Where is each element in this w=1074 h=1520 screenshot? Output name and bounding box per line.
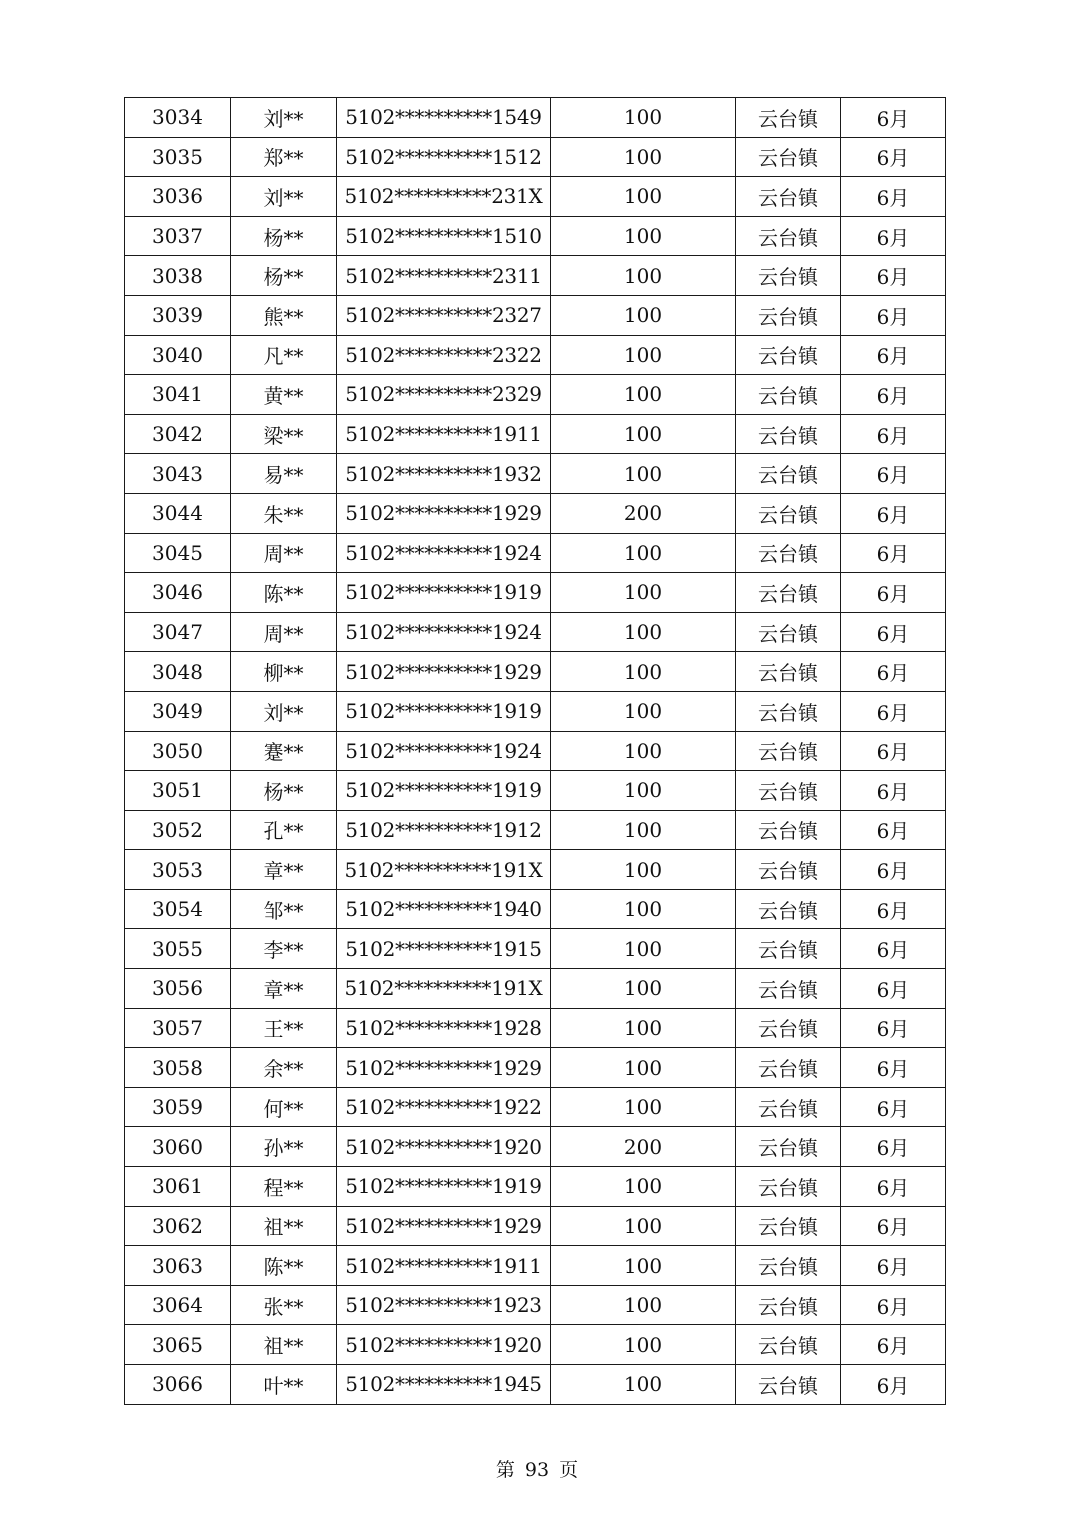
cell-town: 云台镇 — [736, 454, 841, 494]
cell-amount: 100 — [551, 771, 736, 811]
cell-town: 云台镇 — [736, 1285, 841, 1325]
cell-month: 6月 — [841, 1167, 946, 1207]
cell-row-number: 3061 — [125, 1167, 231, 1207]
cell-masked-name: 朱** — [231, 493, 337, 533]
table-row — [125, 375, 946, 415]
cell-row-number: 3052 — [125, 810, 231, 850]
cell-row-number: 3054 — [125, 889, 231, 929]
cell-masked-id-number: 5102**********2311 — [337, 256, 551, 296]
cell-row-number: 3035 — [125, 137, 231, 177]
cell-town: 云台镇 — [736, 573, 841, 613]
cell-masked-name: 孔** — [231, 810, 337, 850]
cell-masked-id-number: 5102**********2329 — [337, 375, 551, 415]
table-row — [125, 771, 946, 811]
cell-amount: 100 — [551, 889, 736, 929]
cell-town: 云台镇 — [736, 652, 841, 692]
cell-row-number: 3044 — [125, 493, 231, 533]
cell-town: 云台镇 — [736, 137, 841, 177]
cell-masked-name: 周** — [231, 533, 337, 573]
cell-row-number: 3060 — [125, 1127, 231, 1167]
cell-amount: 200 — [551, 493, 736, 533]
cell-amount: 100 — [551, 375, 736, 415]
cell-row-number: 3051 — [125, 771, 231, 811]
cell-masked-name: 杨** — [231, 256, 337, 296]
cell-masked-name: 蹇** — [231, 731, 337, 771]
cell-town: 云台镇 — [736, 1365, 841, 1405]
cell-row-number: 3065 — [125, 1325, 231, 1365]
cell-masked-name: 王** — [231, 1008, 337, 1048]
cell-row-number: 3053 — [125, 850, 231, 890]
cell-month: 6月 — [841, 216, 946, 256]
cell-town: 云台镇 — [736, 1167, 841, 1207]
cell-masked-name: 余** — [231, 1048, 337, 1088]
cell-town: 云台镇 — [736, 533, 841, 573]
cell-town: 云台镇 — [736, 1087, 841, 1127]
cell-amount: 100 — [551, 691, 736, 731]
cell-masked-id-number: 5102**********1919 — [337, 691, 551, 731]
cell-month: 6月 — [841, 177, 946, 217]
table-row — [125, 1127, 946, 1167]
table-row — [125, 612, 946, 652]
cell-masked-id-number: 5102**********1915 — [337, 929, 551, 969]
cell-month: 6月 — [841, 1365, 946, 1405]
cell-town: 云台镇 — [736, 1206, 841, 1246]
cell-amount: 100 — [551, 1365, 736, 1405]
cell-amount: 100 — [551, 810, 736, 850]
cell-town: 云台镇 — [736, 375, 841, 415]
table-body — [125, 98, 946, 1405]
cell-masked-name: 陈** — [231, 1246, 337, 1286]
cell-month: 6月 — [841, 652, 946, 692]
cell-row-number: 3042 — [125, 414, 231, 454]
cell-row-number: 3063 — [125, 1246, 231, 1286]
table-row — [125, 98, 946, 138]
cell-masked-id-number: 5102**********1940 — [337, 889, 551, 929]
cell-masked-name: 叶** — [231, 1365, 337, 1405]
cell-masked-name: 邹** — [231, 889, 337, 929]
cell-masked-id-number: 5102**********191X — [337, 850, 551, 890]
cell-town: 云台镇 — [736, 969, 841, 1009]
page-label-prefix: 第 — [495, 1459, 515, 1481]
cell-masked-id-number: 5102**********1922 — [337, 1087, 551, 1127]
cell-masked-name: 杨** — [231, 771, 337, 811]
cell-masked-id-number: 5102**********1932 — [337, 454, 551, 494]
cell-town: 云台镇 — [736, 810, 841, 850]
cell-amount: 100 — [551, 652, 736, 692]
cell-amount: 100 — [551, 533, 736, 573]
table-row — [125, 1048, 946, 1088]
cell-masked-id-number: 5102**********1924 — [337, 533, 551, 573]
table-row — [125, 1325, 946, 1365]
cell-month: 6月 — [841, 256, 946, 296]
cell-month: 6月 — [841, 612, 946, 652]
cell-masked-name: 周** — [231, 612, 337, 652]
cell-masked-id-number: 5102**********1929 — [337, 1048, 551, 1088]
cell-masked-id-number: 5102**********1924 — [337, 612, 551, 652]
table-row — [125, 929, 946, 969]
table-row — [125, 295, 946, 335]
cell-masked-name: 刘** — [231, 98, 337, 138]
table-row — [125, 256, 946, 296]
cell-month: 6月 — [841, 810, 946, 850]
cell-masked-name: 郑** — [231, 137, 337, 177]
cell-masked-id-number: 5102**********1549 — [337, 98, 551, 138]
cell-amount: 100 — [551, 454, 736, 494]
cell-month: 6月 — [841, 375, 946, 415]
table-row — [125, 1246, 946, 1286]
cell-masked-id-number: 5102**********1510 — [337, 216, 551, 256]
cell-row-number: 3041 — [125, 375, 231, 415]
cell-masked-name: 祖** — [231, 1206, 337, 1246]
cell-month: 6月 — [841, 335, 946, 375]
cell-month: 6月 — [841, 889, 946, 929]
cell-row-number: 3046 — [125, 573, 231, 613]
cell-masked-id-number: 5102**********1945 — [337, 1365, 551, 1405]
cell-row-number: 3038 — [125, 256, 231, 296]
cell-town: 云台镇 — [736, 1008, 841, 1048]
cell-month: 6月 — [841, 493, 946, 533]
cell-amount: 100 — [551, 612, 736, 652]
cell-town: 云台镇 — [736, 691, 841, 731]
cell-month: 6月 — [841, 850, 946, 890]
cell-amount: 100 — [551, 295, 736, 335]
table-row — [125, 652, 946, 692]
cell-masked-name: 张** — [231, 1285, 337, 1325]
cell-amount: 100 — [551, 1008, 736, 1048]
table-row — [125, 137, 946, 177]
cell-amount: 100 — [551, 1285, 736, 1325]
table-row — [125, 810, 946, 850]
cell-masked-id-number: 5102**********1911 — [337, 414, 551, 454]
cell-amount: 100 — [551, 850, 736, 890]
cell-masked-name: 柳** — [231, 652, 337, 692]
cell-masked-name: 章** — [231, 969, 337, 1009]
cell-town: 云台镇 — [736, 335, 841, 375]
cell-row-number: 3055 — [125, 929, 231, 969]
cell-amount: 100 — [551, 1167, 736, 1207]
cell-amount: 100 — [551, 929, 736, 969]
cell-amount: 100 — [551, 216, 736, 256]
cell-row-number: 3062 — [125, 1206, 231, 1246]
cell-masked-id-number: 5102**********1919 — [337, 1167, 551, 1207]
cell-month: 6月 — [841, 98, 946, 138]
cell-masked-id-number: 5102**********1911 — [337, 1246, 551, 1286]
cell-masked-id-number: 5102**********2327 — [337, 295, 551, 335]
cell-amount: 100 — [551, 1087, 736, 1127]
cell-town: 云台镇 — [736, 216, 841, 256]
cell-amount: 100 — [551, 335, 736, 375]
cell-row-number: 3036 — [125, 177, 231, 217]
table-row — [125, 335, 946, 375]
table-row — [125, 533, 946, 573]
cell-amount: 100 — [551, 1206, 736, 1246]
cell-amount: 200 — [551, 1127, 736, 1167]
cell-month: 6月 — [841, 1048, 946, 1088]
cell-masked-id-number: 5102**********1929 — [337, 652, 551, 692]
cell-masked-name: 程** — [231, 1167, 337, 1207]
cell-month: 6月 — [841, 1087, 946, 1127]
table-row — [125, 493, 946, 533]
cell-masked-name: 梁** — [231, 414, 337, 454]
cell-town: 云台镇 — [736, 929, 841, 969]
cell-row-number: 3048 — [125, 652, 231, 692]
cell-masked-name: 刘** — [231, 691, 337, 731]
cell-masked-id-number: 5102**********2322 — [337, 335, 551, 375]
cell-masked-id-number: 5102**********1912 — [337, 810, 551, 850]
cell-row-number: 3049 — [125, 691, 231, 731]
table-row — [125, 1206, 946, 1246]
table-row — [125, 1008, 946, 1048]
cell-town: 云台镇 — [736, 98, 841, 138]
table-row — [125, 177, 946, 217]
cell-row-number: 3066 — [125, 1365, 231, 1405]
table-row — [125, 889, 946, 929]
cell-amount: 100 — [551, 137, 736, 177]
cell-masked-id-number: 5102**********1919 — [337, 573, 551, 613]
cell-masked-name: 杨** — [231, 216, 337, 256]
cell-row-number: 3037 — [125, 216, 231, 256]
cell-month: 6月 — [841, 137, 946, 177]
cell-row-number: 3047 — [125, 612, 231, 652]
cell-masked-name: 凡** — [231, 335, 337, 375]
cell-masked-name: 李** — [231, 929, 337, 969]
table-row — [125, 1167, 946, 1207]
cell-town: 云台镇 — [736, 1246, 841, 1286]
cell-masked-id-number: 5102**********1920 — [337, 1325, 551, 1365]
subsidy-list-table — [124, 97, 946, 1405]
cell-row-number: 3059 — [125, 1087, 231, 1127]
cell-amount: 100 — [551, 1325, 736, 1365]
cell-town: 云台镇 — [736, 414, 841, 454]
cell-masked-name: 熊** — [231, 295, 337, 335]
cell-town: 云台镇 — [736, 177, 841, 217]
cell-amount: 100 — [551, 969, 736, 1009]
cell-amount: 100 — [551, 177, 736, 217]
cell-masked-id-number: 5102**********1923 — [337, 1285, 551, 1325]
table-row — [125, 414, 946, 454]
cell-month: 6月 — [841, 295, 946, 335]
cell-town: 云台镇 — [736, 493, 841, 533]
table-row — [125, 969, 946, 1009]
table-row — [125, 850, 946, 890]
cell-town: 云台镇 — [736, 731, 841, 771]
cell-amount: 100 — [551, 1048, 736, 1088]
cell-town: 云台镇 — [736, 612, 841, 652]
cell-row-number: 3064 — [125, 1285, 231, 1325]
cell-amount: 100 — [551, 731, 736, 771]
cell-town: 云台镇 — [736, 256, 841, 296]
cell-month: 6月 — [841, 533, 946, 573]
table-row — [125, 573, 946, 613]
table-row — [125, 216, 946, 256]
cell-row-number: 3043 — [125, 454, 231, 494]
cell-row-number: 3050 — [125, 731, 231, 771]
page-label-suffix: 页 — [559, 1459, 579, 1481]
table-row — [125, 454, 946, 494]
cell-masked-id-number: 5102**********1929 — [337, 1206, 551, 1246]
cell-month: 6月 — [841, 929, 946, 969]
cell-masked-name: 易** — [231, 454, 337, 494]
cell-month: 6月 — [841, 1285, 946, 1325]
cell-masked-name: 祖** — [231, 1325, 337, 1365]
cell-masked-name: 陈** — [231, 573, 337, 613]
cell-month: 6月 — [841, 969, 946, 1009]
cell-masked-id-number: 5102**********1920 — [337, 1127, 551, 1167]
page-footer — [0, 1455, 1074, 1482]
cell-masked-id-number: 5102**********1929 — [337, 493, 551, 533]
cell-masked-name: 章** — [231, 850, 337, 890]
cell-month: 6月 — [841, 1127, 946, 1167]
cell-masked-name: 刘** — [231, 177, 337, 217]
cell-masked-name: 何** — [231, 1087, 337, 1127]
cell-amount: 100 — [551, 573, 736, 613]
cell-town: 云台镇 — [736, 1048, 841, 1088]
cell-town: 云台镇 — [736, 889, 841, 929]
cell-row-number: 3058 — [125, 1048, 231, 1088]
cell-amount: 100 — [551, 256, 736, 296]
cell-masked-id-number: 5102**********1924 — [337, 731, 551, 771]
cell-month: 6月 — [841, 1246, 946, 1286]
cell-town: 云台镇 — [736, 1127, 841, 1167]
cell-masked-id-number: 5102**********1919 — [337, 771, 551, 811]
cell-month: 6月 — [841, 691, 946, 731]
table-row — [125, 1285, 946, 1325]
table-row — [125, 1087, 946, 1127]
cell-row-number: 3040 — [125, 335, 231, 375]
cell-row-number: 3057 — [125, 1008, 231, 1048]
cell-month: 6月 — [841, 771, 946, 811]
cell-month: 6月 — [841, 1325, 946, 1365]
cell-amount: 100 — [551, 1246, 736, 1286]
page-number: 93 — [524, 1459, 550, 1481]
cell-row-number: 3056 — [125, 969, 231, 1009]
cell-month: 6月 — [841, 414, 946, 454]
cell-month: 6月 — [841, 1206, 946, 1246]
table-row — [125, 691, 946, 731]
cell-amount: 100 — [551, 98, 736, 138]
cell-masked-id-number: 5102**********191X — [337, 969, 551, 1009]
cell-row-number: 3039 — [125, 295, 231, 335]
table-row — [125, 731, 946, 771]
cell-masked-name: 孙** — [231, 1127, 337, 1167]
cell-town: 云台镇 — [736, 771, 841, 811]
cell-masked-id-number: 5102**********1928 — [337, 1008, 551, 1048]
cell-month: 6月 — [841, 573, 946, 613]
cell-town: 云台镇 — [736, 1325, 841, 1365]
cell-masked-name: 黄** — [231, 375, 337, 415]
cell-masked-id-number: 5102**********231X — [337, 177, 551, 217]
cell-town: 云台镇 — [736, 295, 841, 335]
cell-town: 云台镇 — [736, 850, 841, 890]
cell-masked-id-number: 5102**********1512 — [337, 137, 551, 177]
cell-month: 6月 — [841, 1008, 946, 1048]
cell-row-number: 3034 — [125, 98, 231, 138]
cell-month: 6月 — [841, 731, 946, 771]
cell-row-number: 3045 — [125, 533, 231, 573]
cell-month: 6月 — [841, 454, 946, 494]
cell-amount: 100 — [551, 414, 736, 454]
table-row — [125, 1365, 946, 1405]
